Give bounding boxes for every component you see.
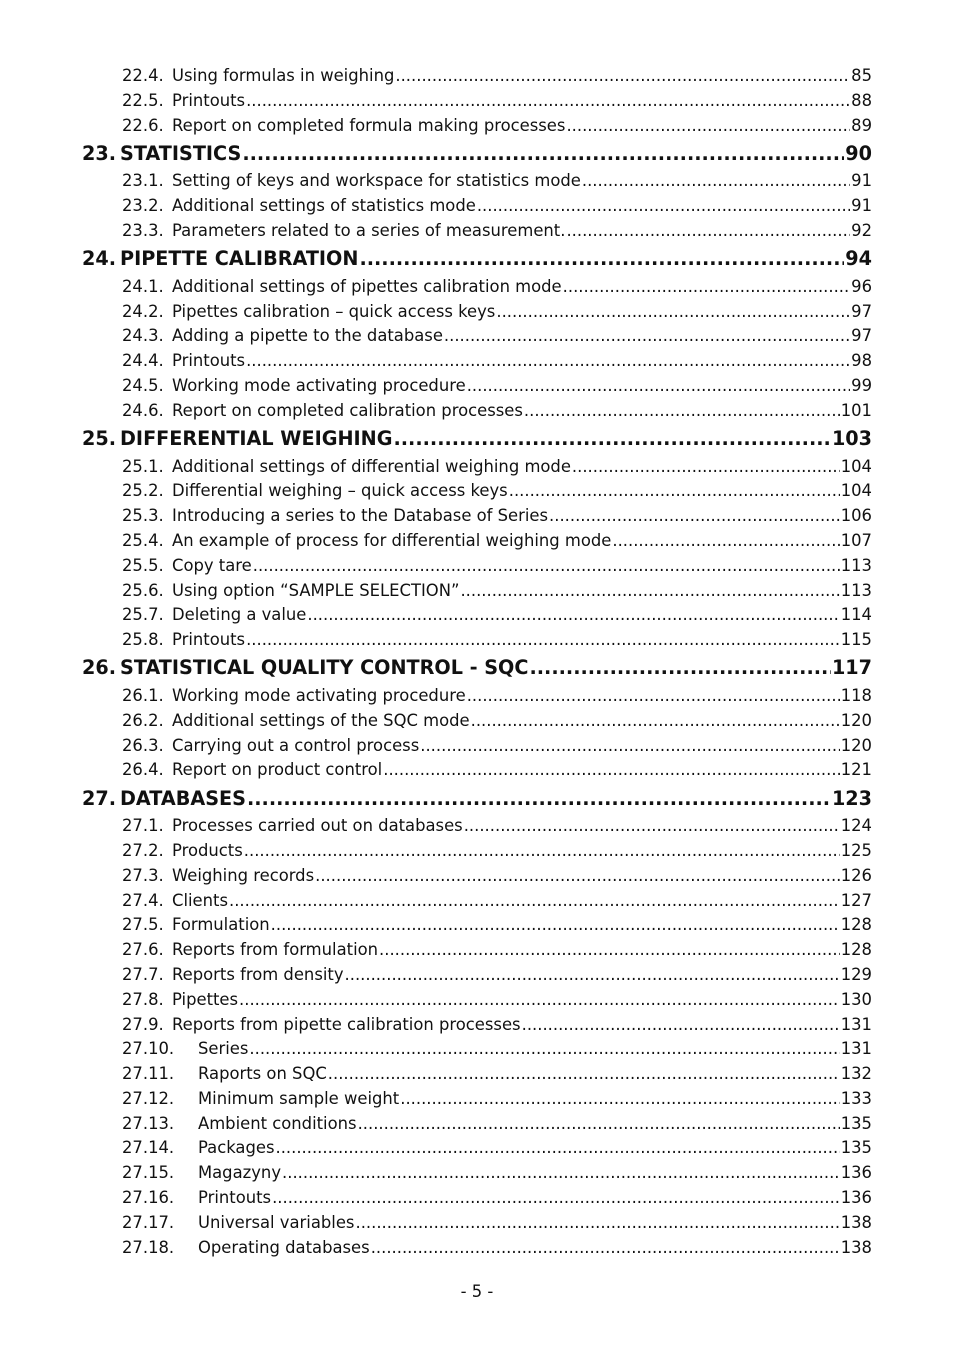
toc-subsection-entry[interactable]	[82, 1089, 872, 1114]
toc-section-entry[interactable]	[82, 140, 872, 171]
toc-entry-page: 113	[840, 580, 872, 600]
page-number: - 5 -	[460, 1282, 494, 1301]
toc-entry-title: Pipettes	[172, 989, 239, 1009]
toc-entry-number: 24.1.	[122, 276, 164, 296]
toc-subsection-entry[interactable]	[82, 990, 872, 1015]
toc-section-entry[interactable]	[82, 655, 872, 686]
toc-entry-title: Universal variables	[198, 1212, 355, 1232]
toc-subsection-entry[interactable]	[82, 376, 872, 401]
toc-entry-title: Additional settings of statistics mode	[172, 196, 476, 216]
toc-subsection-entry[interactable]	[82, 196, 872, 221]
toc-entry-page: 96	[851, 276, 872, 296]
toc-dot-leader	[358, 1114, 840, 1133]
toc-entry-page: 135	[840, 1138, 872, 1158]
toc-entry-page: 124	[840, 816, 872, 836]
toc-entry-number: 23.2.	[122, 196, 164, 216]
toc-entry-number: 27.5.	[122, 915, 164, 935]
toc-entry-title: Processes carried out on databases	[172, 816, 463, 836]
toc-entry-number: 25.5.	[122, 555, 164, 575]
toc-entry-title: Using formulas in weighing	[172, 66, 395, 85]
toc-entry-number: 23.1.	[122, 171, 164, 191]
toc-entry-page: 91	[851, 171, 872, 191]
toc-entry-title: Printouts	[172, 90, 246, 110]
toc-dot-leader	[345, 965, 840, 984]
toc-entry-number: 27.2.	[122, 840, 164, 860]
toc-entry-number: 25.3.	[122, 506, 164, 526]
toc-subsection-entry[interactable]	[82, 401, 872, 426]
toc-dot-leader	[244, 841, 840, 860]
toc-entry-number: 27.18.	[122, 1237, 175, 1257]
toc-entry-title: Pipettes calibration – quick access keys	[172, 301, 496, 321]
toc-entry-page: 126	[840, 865, 872, 885]
toc-dot-leader	[371, 1238, 840, 1257]
toc-dot-leader	[477, 196, 850, 215]
toc-entry-number: 24.4.	[122, 351, 164, 371]
toc-subsection-entry[interactable]	[82, 581, 872, 606]
toc-entry-page: 89	[851, 115, 872, 135]
toc-entry-number: 27.16.	[122, 1188, 175, 1208]
toc-section-entry[interactable]	[82, 785, 872, 816]
toc-entry-title: Printouts	[172, 351, 246, 371]
toc-entry-number: 27.17.	[122, 1212, 175, 1232]
toc-entry-page: 85	[851, 66, 872, 85]
toc-entry-page: 98	[851, 351, 872, 371]
toc-entry-page: 88	[851, 90, 872, 110]
toc-dot-leader	[395, 66, 850, 85]
toc-entry-number: 25.6.	[122, 580, 164, 600]
toc-entry-number: 25.4.	[122, 530, 164, 550]
toc-entry-number: 26.3.	[122, 735, 164, 755]
toc-entry-title: STATISTICAL QUALITY CONTROL - SQC	[120, 656, 529, 680]
toc-entry-title: PIPETTE CALIBRATION	[120, 247, 359, 271]
toc-dot-leader	[563, 277, 850, 296]
toc-entry-title: Working mode activating procedure	[172, 685, 466, 705]
toc-entry-page: 115	[840, 630, 872, 650]
toc-entry-title: Raports on SQC	[198, 1064, 327, 1084]
toc-entry-number: 27.7.	[122, 964, 164, 984]
toc-entry-page: 104	[840, 481, 872, 501]
toc-entry-number: 26.	[82, 656, 116, 680]
toc-entry-title: Ambient conditions	[198, 1113, 357, 1133]
toc-entry-title: Report on completed calibration processes	[172, 400, 523, 420]
toc-entry-number: 27.1.	[122, 816, 164, 836]
toc-entry-title: Additional settings of differential weighing mode	[172, 456, 571, 476]
toc-entry-page: 121	[840, 760, 872, 780]
toc-subsection-entry[interactable]	[82, 940, 872, 965]
toc-dot-leader	[242, 142, 844, 165]
toc-entry-number: 27.15.	[122, 1163, 175, 1183]
toc-entry-page: 136	[840, 1188, 872, 1208]
toc-subsection-entry[interactable]	[82, 91, 872, 116]
toc-entry-title: Differential weighing – quick access keys	[172, 481, 508, 501]
toc-dot-leader	[509, 481, 840, 500]
toc-subsection-entry[interactable]	[82, 531, 872, 556]
toc-entry-page: 128	[840, 915, 872, 935]
toc-entry-page: 120	[840, 735, 872, 755]
toc-entry-number: 22.4.	[122, 66, 164, 85]
toc-entry-title: Magazyny	[198, 1163, 282, 1183]
toc-dot-leader	[379, 940, 840, 959]
toc-entry-page: 133	[840, 1088, 872, 1108]
toc-subsection-entry[interactable]	[82, 326, 872, 351]
toc-subsection-entry[interactable]	[82, 630, 872, 655]
toc-dot-leader	[239, 990, 840, 1009]
toc-entry-title: Weighing records	[172, 865, 315, 885]
toc-entry-title: STATISTICS	[120, 141, 242, 165]
toc-entry-page: 123	[831, 786, 872, 810]
toc-dot-leader	[420, 736, 839, 755]
toc-subsection-entry[interactable]	[82, 1138, 872, 1163]
toc-subsection-entry[interactable]	[82, 1213, 872, 1238]
toc-entry-title: Packages	[198, 1138, 275, 1158]
toc-dot-leader	[275, 1138, 839, 1157]
toc-entry-number: 23.	[82, 141, 116, 165]
toc-dot-leader	[272, 1188, 840, 1207]
toc-entry-page: 118	[840, 685, 872, 705]
toc-subsection-entry[interactable]	[82, 1238, 872, 1263]
toc-entry-page: 97	[851, 301, 872, 321]
toc-entry-number: 27.13.	[122, 1113, 175, 1133]
toc-entry-number: 25.8.	[122, 630, 164, 650]
toc-entry-number: 24.3.	[122, 326, 164, 346]
toc-entry-number: 27.3.	[122, 865, 164, 885]
toc-subsection-entry[interactable]	[82, 1039, 872, 1064]
toc-entry-number: 26.4.	[122, 760, 164, 780]
toc-entry-page: 106	[840, 506, 872, 526]
toc-entry-page: 101	[840, 400, 872, 420]
toc-entry-number: 25.2.	[122, 481, 164, 501]
toc-dot-leader	[549, 506, 840, 525]
toc-dot-leader	[246, 91, 850, 110]
toc-entry-page: 127	[840, 890, 872, 910]
toc-entry-page: 92	[851, 220, 872, 240]
toc-entry-title: An example of process for differential weighing mode	[172, 530, 612, 550]
toc-entry-number: 27.11.	[122, 1064, 175, 1084]
toc-entry-number: 27.	[82, 786, 116, 810]
toc-entry-number: 24.2.	[122, 301, 164, 321]
toc-entry-number: 27.10.	[122, 1039, 175, 1059]
toc-dot-leader	[460, 581, 839, 600]
toc-dot-leader	[566, 116, 850, 135]
toc-entry-title: Deleting a value	[172, 605, 307, 625]
toc-entry-title: Reports from density	[172, 964, 344, 984]
toc-entry-page: 130	[840, 989, 872, 1009]
toc-entry-page: 129	[840, 964, 872, 984]
toc-entry-number: 27.14.	[122, 1138, 175, 1158]
toc-entry-title: Minimum sample weight	[198, 1088, 400, 1108]
toc-entry-number: 25.	[82, 427, 116, 451]
toc-dot-leader	[328, 1064, 840, 1083]
toc-entry-page: 103	[831, 427, 872, 451]
toc-subsection-entry[interactable]	[82, 66, 872, 91]
toc-dot-leader	[315, 866, 840, 885]
toc-subsection-entry[interactable]	[82, 1015, 872, 1040]
toc-dot-leader	[572, 457, 840, 476]
toc-dot-leader	[307, 605, 839, 624]
toc-subsection-entry[interactable]	[82, 1064, 872, 1089]
toc-entry-page: 99	[851, 375, 872, 395]
toc-entry-title: Formulation	[172, 915, 270, 935]
toc-dot-leader	[524, 401, 840, 420]
toc-subsection-entry[interactable]	[82, 171, 872, 196]
toc-dot-leader	[247, 787, 831, 810]
toc-entry-title: Report on product control	[172, 760, 383, 780]
toc-dot-leader	[393, 427, 830, 450]
toc-subsection-entry[interactable]	[82, 506, 872, 531]
toc-dot-leader	[359, 247, 844, 270]
toc-entry-title: Additional settings of the SQC mode	[172, 710, 470, 730]
toc-entry-page: 120	[840, 710, 872, 730]
toc-entry-title: Report on completed formula making processes	[172, 115, 566, 135]
toc-entry-number: 27.4.	[122, 890, 164, 910]
toc-dot-leader	[253, 556, 840, 575]
toc-entry-number: 24.5.	[122, 375, 164, 395]
toc-entry-number: 25.7.	[122, 605, 164, 625]
toc-subsection-entry[interactable]	[82, 965, 872, 990]
toc-subsection-entry[interactable]	[82, 915, 872, 940]
toc-entry-title: Reports from pipette calibration processes	[172, 1014, 521, 1034]
toc-entry-page: 104	[840, 456, 872, 476]
toc-subsection-entry[interactable]	[82, 841, 872, 866]
toc-entry-title: Introducing a series to the Database of Series	[172, 506, 549, 526]
toc-entry-page: 90	[845, 141, 872, 165]
toc-subsection-entry[interactable]	[82, 686, 872, 711]
toc-entry-page: 128	[840, 940, 872, 960]
toc-dot-leader	[383, 760, 839, 779]
toc-dot-leader	[229, 891, 840, 910]
toc-dot-leader	[467, 376, 850, 395]
toc-entry-title: DATABASES	[120, 786, 246, 810]
table-of-contents	[82, 66, 872, 1262]
toc-subsection-entry[interactable]	[82, 277, 872, 302]
toc-subsection-entry[interactable]	[82, 556, 872, 581]
toc-entry-title: Printouts	[198, 1188, 272, 1208]
toc-entry-title: DIFFERENTIAL WEIGHING	[120, 427, 393, 451]
toc-entry-title: Operating databases	[198, 1237, 370, 1257]
toc-entry-title: Additional settings of pipettes calibration mode	[172, 276, 562, 296]
toc-subsection-entry[interactable]	[82, 221, 872, 246]
toc-dot-leader	[582, 171, 850, 190]
toc-section-entry[interactable]	[82, 426, 872, 457]
toc-subsection-entry[interactable]	[82, 351, 872, 376]
toc-entry-number: 25.1.	[122, 456, 164, 476]
toc-entry-number: 24.	[82, 247, 116, 271]
toc-entry-number: 23.3.	[122, 220, 164, 240]
toc-subsection-entry[interactable]	[82, 891, 872, 916]
toc-subsection-entry[interactable]	[82, 116, 872, 141]
toc-dot-leader	[249, 1039, 839, 1058]
toc-entry-title: Setting of keys and workspace for statistics mode	[172, 171, 581, 191]
toc-subsection-entry[interactable]	[82, 457, 872, 482]
toc-entry-title: Copy tare	[172, 555, 252, 575]
toc-dot-leader	[471, 711, 840, 730]
toc-subsection-entry[interactable]	[82, 302, 872, 327]
toc-entry-page: 113	[840, 555, 872, 575]
toc-entry-page: 131	[840, 1039, 872, 1059]
toc-entry-page: 107	[840, 530, 872, 550]
toc-entry-title: Reports from formulation	[172, 940, 379, 960]
toc-entry-number: 24.6.	[122, 400, 164, 420]
toc-subsection-entry[interactable]	[82, 760, 872, 785]
toc-entry-page: 114	[840, 605, 872, 625]
toc-entry-title: Using option “SAMPLE SELECTION”	[172, 580, 460, 600]
toc-entry-page: 135	[840, 1113, 872, 1133]
toc-entry-page: 125	[840, 840, 872, 860]
toc-entry-title: Parameters related to a series of measurement.	[172, 220, 566, 240]
toc-entry-number: 26.1.	[122, 685, 164, 705]
toc-entry-title: Carrying out a control process	[172, 735, 420, 755]
toc-dot-leader	[246, 630, 840, 649]
toc-dot-leader	[282, 1163, 840, 1182]
toc-entry-page: 91	[851, 196, 872, 216]
toc-dot-leader	[444, 326, 850, 345]
toc-entry-number: 27.12.	[122, 1088, 175, 1108]
toc-entry-page: 94	[845, 247, 872, 271]
toc-entry-title: Series	[198, 1039, 249, 1059]
toc-dot-leader	[355, 1213, 839, 1232]
toc-entry-title: Working mode activating procedure	[172, 375, 466, 395]
toc-subsection-entry[interactable]	[82, 736, 872, 761]
toc-entry-title: Printouts	[172, 630, 246, 650]
toc-section-entry[interactable]	[82, 246, 872, 277]
toc-entry-number: 22.5.	[122, 90, 164, 110]
toc-subsection-entry[interactable]	[82, 1114, 872, 1139]
toc-dot-leader	[400, 1089, 839, 1108]
toc-entry-number: 27.6.	[122, 940, 164, 960]
toc-subsection-entry[interactable]	[82, 605, 872, 630]
toc-entry-page: 131	[840, 1014, 872, 1034]
toc-subsection-entry[interactable]	[82, 816, 872, 841]
toc-dot-leader	[246, 351, 850, 370]
toc-dot-leader	[496, 302, 850, 321]
toc-subsection-entry[interactable]	[82, 1163, 872, 1188]
toc-dot-leader	[566, 221, 850, 240]
toc-dot-leader	[612, 531, 839, 550]
toc-entry-page: 132	[840, 1064, 872, 1084]
toc-entry-number: 27.8.	[122, 989, 164, 1009]
toc-entry-title: Products	[172, 840, 243, 860]
toc-dot-leader	[467, 686, 840, 705]
toc-entry-title: Clients	[172, 890, 228, 910]
toc-entry-page: 117	[831, 656, 872, 680]
toc-subsection-entry[interactable]	[82, 866, 872, 891]
toc-subsection-entry[interactable]	[82, 711, 872, 736]
toc-subsection-entry[interactable]	[82, 1188, 872, 1213]
toc-entry-number: 26.2.	[122, 710, 164, 730]
toc-entry-title: Adding a pipette to the database	[172, 326, 443, 346]
toc-dot-leader	[529, 656, 830, 679]
toc-entry-number: 22.6.	[122, 115, 164, 135]
toc-entry-page: 138	[840, 1212, 872, 1232]
toc-entry-page: 138	[840, 1237, 872, 1257]
toc-dot-leader	[464, 816, 840, 835]
toc-dot-leader	[522, 1015, 840, 1034]
toc-subsection-entry[interactable]	[82, 481, 872, 506]
toc-entry-page: 97	[851, 326, 872, 346]
toc-dot-leader	[271, 915, 840, 934]
toc-entry-number: 27.9.	[122, 1014, 164, 1034]
toc-entry-page: 136	[840, 1163, 872, 1183]
